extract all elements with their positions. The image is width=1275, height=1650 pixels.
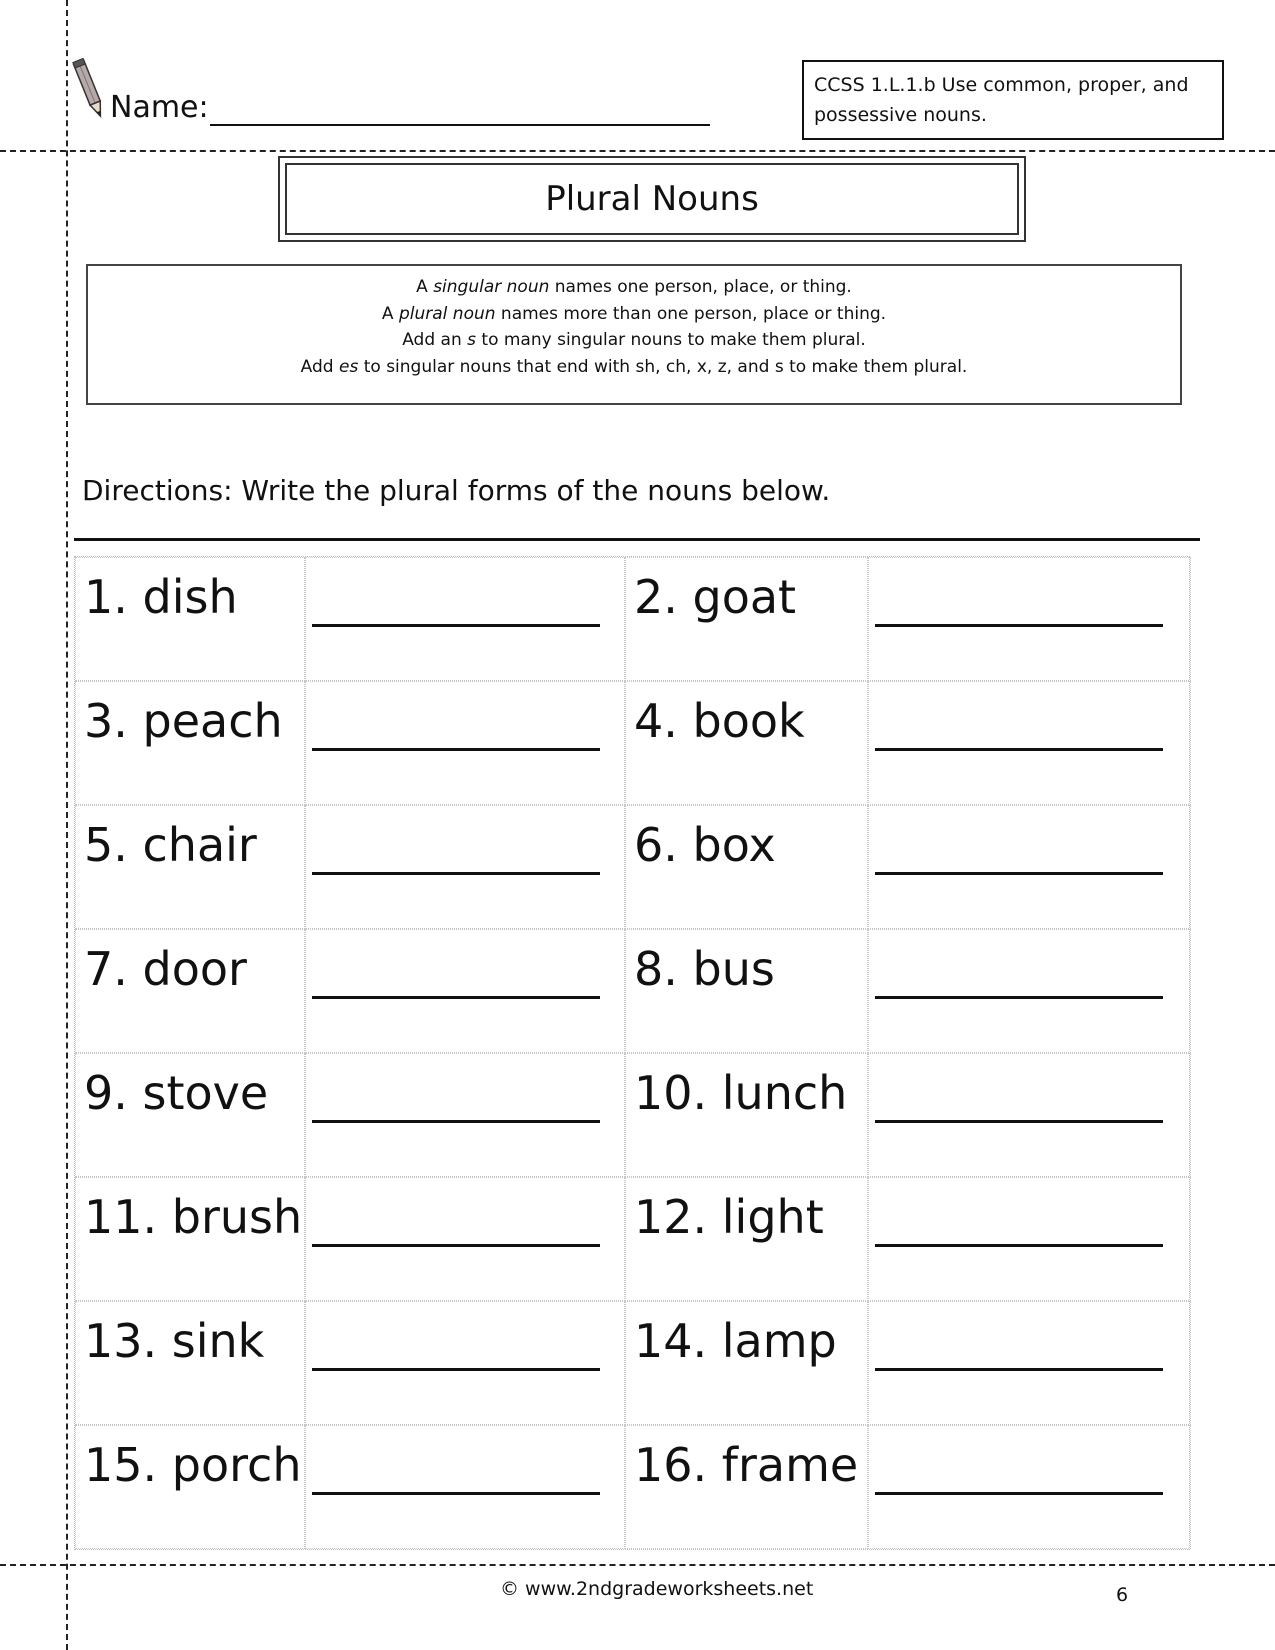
name-write-line[interactable] [210, 124, 710, 126]
answer-blank[interactable] [305, 557, 625, 681]
noun-item: 10. lunch [625, 1053, 868, 1177]
directions-divider [74, 538, 1200, 541]
bottom-cut-line [0, 1564, 1275, 1566]
copyright-footer: © www.2ndgradeworksheets.net [500, 1578, 814, 1600]
answer-blank[interactable] [305, 1425, 625, 1549]
nouns-grid [74, 556, 1190, 1550]
answer-blank[interactable] [305, 1177, 625, 1301]
directions: Directions: Write the plural forms of the nouns below. [82, 474, 831, 507]
answer-blank[interactable] [868, 1053, 1191, 1177]
noun-item: 3. peach [75, 681, 305, 805]
answer-blank[interactable] [305, 1053, 625, 1177]
noun-item: 4. book [625, 681, 868, 805]
answer-blank[interactable] [868, 929, 1191, 1053]
answer-blank[interactable] [868, 1301, 1191, 1425]
answer-blank[interactable] [305, 681, 625, 805]
noun-item: 14. lamp [625, 1301, 868, 1425]
answer-blank[interactable] [868, 1177, 1191, 1301]
standard-box: CCSS 1.L.1.b Use common, proper, and possessive nouns. [802, 60, 1224, 140]
noun-item: 9. stove [75, 1053, 305, 1177]
rule-line-2: A plural noun names more than one person, place or thing. [381, 303, 887, 324]
noun-item: 15. porch [75, 1425, 305, 1549]
answer-blank[interactable] [868, 681, 1191, 805]
top-cut-line [0, 150, 1275, 152]
answer-blank[interactable] [305, 805, 625, 929]
page-title: Plural Nouns [285, 163, 1019, 235]
rule-line-3: Add an s to many singular nouns to make them plural. [402, 330, 866, 350]
noun-item: 5. chair [75, 805, 305, 929]
rule-line-4: Add es to singular nouns that end with sh, ch, x, z, and s to make them plural. [300, 356, 968, 377]
noun-item: 7. door [75, 929, 305, 1053]
noun-item: 13. sink [75, 1301, 305, 1425]
name-label: Name: [110, 90, 209, 125]
noun-item: 6. box [625, 805, 868, 929]
rules-box [86, 264, 1182, 405]
left-cut-line [66, 0, 68, 1650]
noun-item: 16. frame [625, 1425, 868, 1549]
page-number: 6 [1116, 1584, 1129, 1606]
answer-blank[interactable] [868, 805, 1191, 929]
rule-line-1: A singular noun names one person, place, or thing. [416, 277, 852, 297]
answer-blank[interactable] [305, 1301, 625, 1425]
noun-item: 8. bus [625, 929, 868, 1053]
answer-blank[interactable] [868, 557, 1191, 681]
answer-blank[interactable] [868, 1425, 1191, 1549]
noun-item: 12. light [625, 1177, 868, 1301]
title-box [278, 156, 1026, 242]
noun-item: 1. dish [75, 557, 305, 681]
noun-item: 2. goat [625, 557, 868, 681]
pencil-icon [70, 56, 110, 122]
noun-item: 11. brush [75, 1177, 305, 1301]
answer-blank[interactable] [305, 929, 625, 1053]
